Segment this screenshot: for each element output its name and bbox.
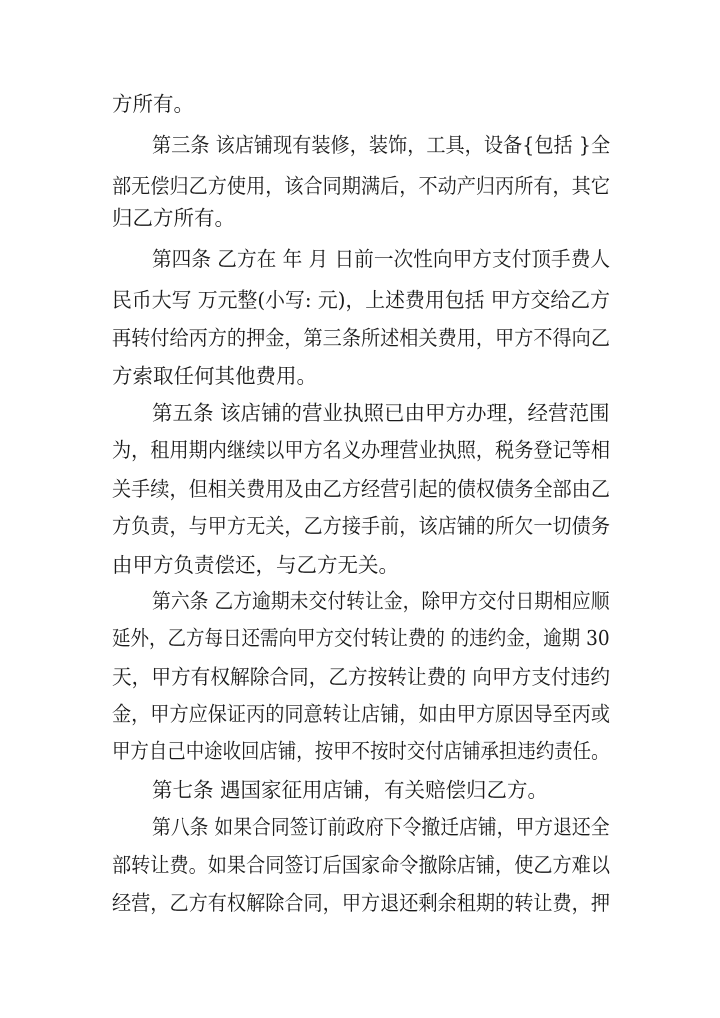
text-line: 第三条 该店铺现有装修，装饰，工具，设备{包括 }全 bbox=[152, 133, 611, 157]
text-line: 为，租用期内继续以甲方名义办理营业执照，税务登记等相 bbox=[112, 438, 610, 462]
text-line: 民币大写 万元整(小写: 元)，上述费用包括 甲方交给乙方 bbox=[112, 288, 610, 312]
text-line: 部转让费。如果合同签订后国家命令撤除店铺，使乙方难以 bbox=[112, 853, 610, 877]
text-line: 第四条 乙方在 年 月 日前一次性向甲方支付顶手费人 bbox=[152, 247, 611, 271]
text-line: 天，甲方有权解除合同，乙方按转让费的 向甲方支付违约 bbox=[112, 665, 610, 689]
text-line: 关手续，但相关费用及由乙方经营引起的债权债务全部由乙 bbox=[112, 477, 610, 501]
text-line: 再转付给丙方的押金，第三条所述相关费用，甲方不得向乙 bbox=[112, 326, 610, 350]
text-line: 方索取任何其他费用。 bbox=[112, 364, 317, 388]
text-line: 方所有。 bbox=[112, 92, 194, 116]
text-line: 经营，乙方有权解除合同，甲方退还剩余租期的转让费，押 bbox=[112, 891, 610, 915]
text-line: 第八条 如果合同签订前政府下令撤迁店铺，甲方退还全 bbox=[152, 815, 610, 839]
text-line: 由甲方负责偿还，与乙方无关。 bbox=[112, 553, 399, 577]
text-line: 甲方自己中途收回店铺，按甲不按时交付店铺承担违约责任。 bbox=[112, 739, 610, 763]
text-line: 第七条 遇国家征用店铺，有关赔偿归乙方。 bbox=[152, 778, 549, 802]
text-line: 金，甲方应保证丙的同意转让店铺，如由甲方原因导至丙或 bbox=[112, 702, 610, 726]
text-line: 归乙方所有。 bbox=[112, 206, 235, 230]
text-line: 第六条 乙方逾期未交付转让金，除甲方交付日期相应顺 bbox=[152, 589, 610, 613]
text-line: 第五条 该店铺的营业执照已由甲方办理，经营范围 bbox=[152, 401, 610, 425]
text-line: 方负责，与甲方无关，乙方接手前，该店铺的所欠一切债务 bbox=[112, 514, 610, 538]
text-line: 部无偿归乙方使用，该合同期满后，不动产归丙所有，其它 bbox=[112, 174, 610, 198]
text-line: 延外，乙方每日还需向甲方交付转让费的 的违约金，逾期 30 bbox=[112, 626, 610, 650]
